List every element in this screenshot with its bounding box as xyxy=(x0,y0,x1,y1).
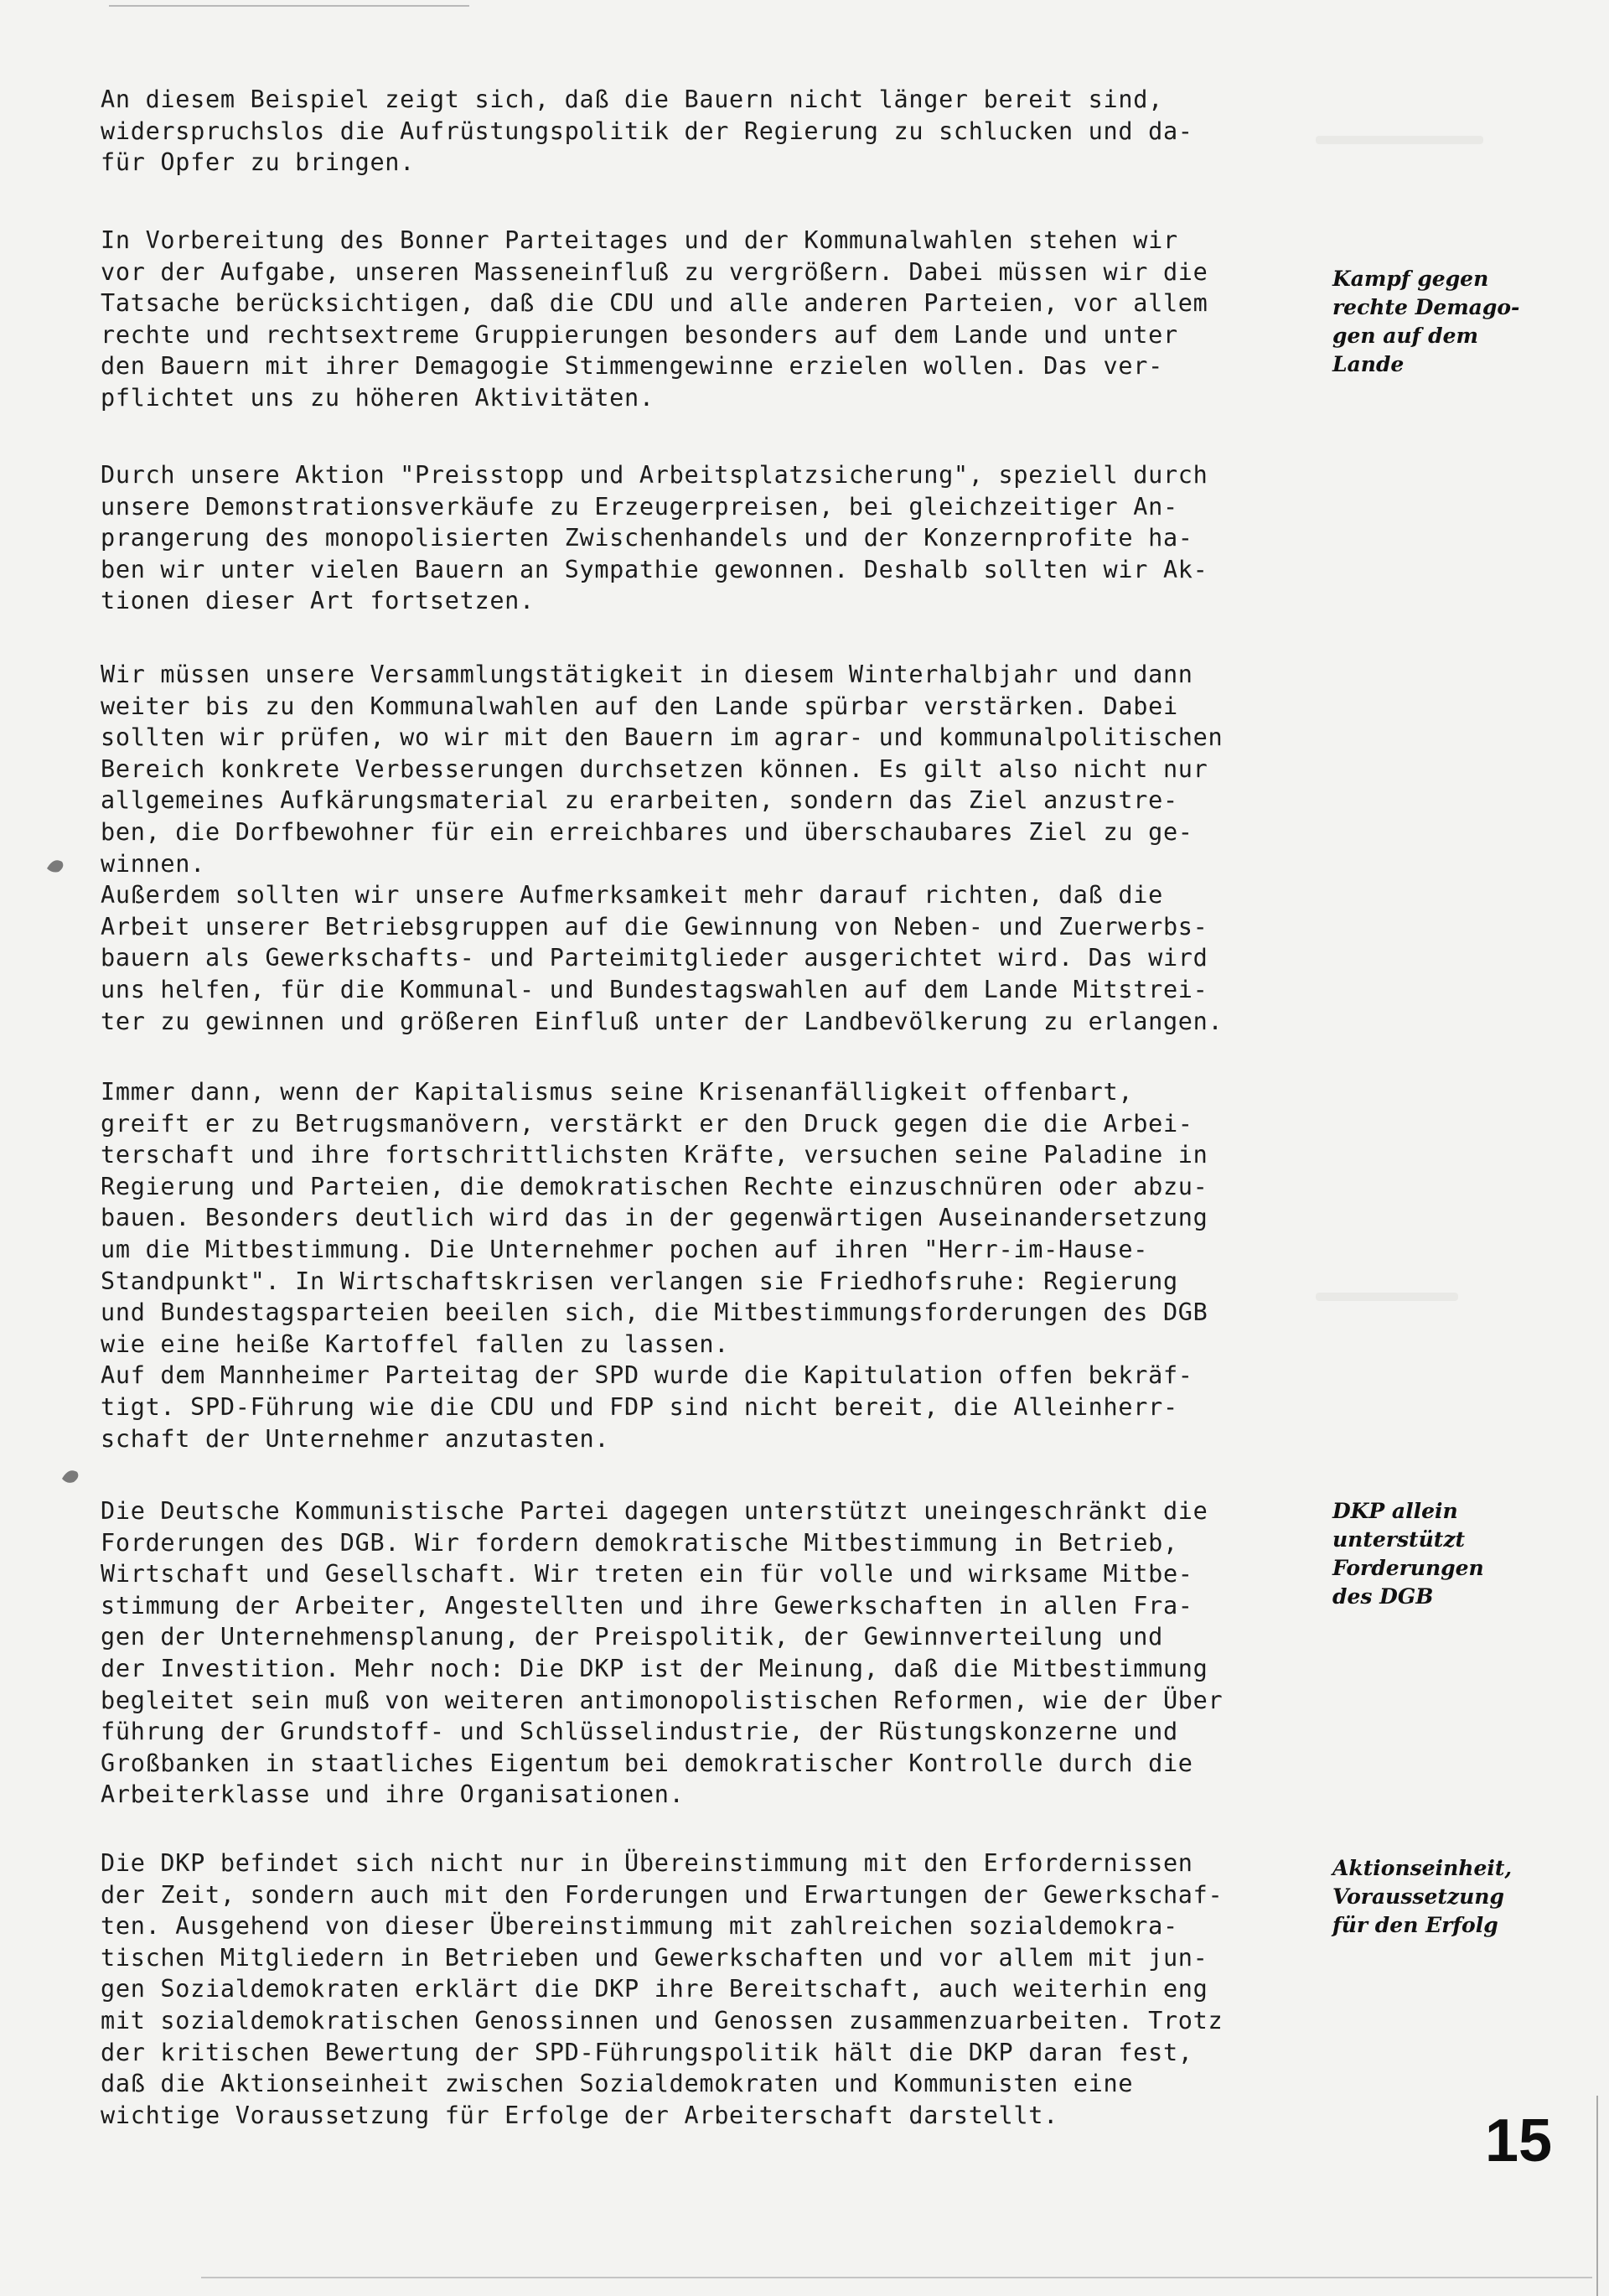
paragraph-2: In Vorbereitung des Bonner Parteitages und der Kommunalwahlen stehen wir vor der Aufgabe, unseren Masseneinfluß zu vergrößern. Dabei müssen wir die Tatsache berücksichtigen, daß die CDU und alle anderen Parteien, vor allem rechte und rechtsextreme Gruppierungen besonders auf dem Lande und unter den Bauern mit ihrer Demagogie Stimmengewinne erzielen wollen. Das ver- pflichtet uns zu höheren Aktivitäten. xyxy=(101,226,1208,412)
bleed-through-mark xyxy=(1316,136,1483,144)
punch-hole-mark xyxy=(59,1462,84,1487)
paragraph-3: Durch unsere Aktion "Preisstopp und Arbeitsplatzsicherung", speziell durch unsere Demonstrationsverkäufe zu Erzeugerpreisen, bei gleichzeitiger An- prangerung des monopolisierten Zwischenhandels und der Konzernprofite ha- ben wir unter vielen Bauern an Sympathie gewonnen. Deshalb sollten wir Ak- tionen dieser Art fortsetzen. xyxy=(101,461,1208,615)
punch-hole-mark xyxy=(44,850,69,875)
page-edge-bottom xyxy=(201,2277,1592,2278)
paragraph-6: Die Deutsche Kommunistische Partei dagegen unterstützt uneingeschränkt die Forderungen des DGB. Wir fordern demokratische Mitbestimmung in Betrieb, Wirtschaft und Gesellschaft. Wir treten ein für volle und wirksame Mitbe- stimmung der Arbeiter, Angestellten und ihre Gewerkschaften in allen Fra- gen der Unternehmensplanung, der Preispolitik, der Gewinnverteilung und der Investition. Mehr noch: Die DKP ist der Meinung, daß die Mitbestimmung begleitet sein muß von weiteren antimonopolistischen Reformen, wie der Über führung der Grundstoff- und Schlüsselindustrie, der Rüstungskonzerne und Großbanken in staatliches Eigentum bei demokratischer Kontrolle durch die Arbeiterklasse und ihre Organisationen. xyxy=(101,1497,1224,1809)
page-edge-right xyxy=(1596,2096,1598,2296)
paragraph-4: Wir müssen unsere Versammlungstätigkeit in diesem Winterhalbjahr und dann weiter bis zu den Kommunalwahlen auf den Lande spürbar verstärken. Dabei sollten wir prüfen, wo wir mit den Bauern im agrar- und kommunalpolitischen Bereich konkrete Verbesserungen durchsetzen können. Es gilt also nicht nur allgemeines Aufkärungsmaterial zu erarbeiten, sondern das Ziel anzustre- ben, die Dorfbewohner für ein erreichbares und überschaubares Ziel zu ge- winnen. Außerdem sollten wir unsere Aufmerksamkeit mehr darauf richten, daß die Arbeit unserer Betriebsgruppen auf die Gewinnung von Neben- und Zuerwerbs- bauern als Gewerkschafts- und Parteimitglieder ausgerichtet wird. Das wird uns helfen, für die Kommunal- und Bundestagswahlen auf dem Lande Mitstrei- ter zu gewinnen und größeren Einfluß unter der Landbevölkerung zu erlangen. xyxy=(101,661,1224,1035)
paragraph-5: Immer dann, wenn der Kapitalismus seine Krisenanfälligkeit offenbart, greift er zu Betrugsmanövern, verstärkt er den Druck gegen die die Arbei- terschaft und ihre fortschrittlichsten Kräfte, versuchen seine Paladine in Regierung und Parteien, die demokratischen Rechte einzuschnüren oder abzu- bauen. Besonders deutlich wird das in der gegenwärtigen Auseinandersetzung um die Mitbestimmung. Die Unternehmer pochen auf ihren "Herr-im-Hause- Standpunkt". In Wirtschaftskrisen verlangen sie Friedhofsruhe: Regierung und Bundestagsparteien beeilen sich, die Mitbestimmungsforderungen des DGB wie eine heiße Kartoffel fallen zu lassen. Auf dem Mannheimer Parteitag der SPD wurde die Kapitulation offen bekräf- tigt. SPD-Führung wie die CDU und FDP sind nicht bereit, die Alleinherr- schaft der Unternehmer anzutasten. xyxy=(101,1078,1208,1453)
page-number: 15 xyxy=(1485,2107,1553,2174)
margin-note-3: Aktionseinheit, Voraussetzung für den Erfolg xyxy=(1332,1856,1513,1937)
margin-note-1: Kampf gegen rechte Demago- gen auf dem Lande xyxy=(1332,267,1520,376)
margin-note-2: DKP allein unterstützt Forderungen des DGB xyxy=(1332,1499,1484,1609)
paragraph-1: An diesem Beispiel zeigt sich, daß die Bauern nicht länger bereit sind, widerspruchslos die Aufrüstungspolitik der Regierung zu schlucken und da- für Opfer zu bringen. xyxy=(101,86,1193,177)
bleed-through-mark xyxy=(1316,1293,1458,1301)
top-rule xyxy=(109,5,469,7)
paragraph-7: Die DKP befindet sich nicht nur in Übereinstimmung mit den Erfordernissen der Zeit, sondern auch mit den Forderungen und Erwartungen der Gewerkschaf- ten. Ausgehend von dieser Übereinstimmung mit zahlreichen sozialdemokra- tischen Mitgliedern in Betrieben und Gewerkschaften und vor allem mit jun- gen Sozialdemokraten erklärt die DKP ihre Bereitschaft, auch weiterhin eng mit sozialdemokratischen Genossinnen und Genossen zusammenzuarbeiten. Trotz der kritischen Bewertung der SPD-Führungspolitik hält die DKP daran fest, daß die Aktionseinheit zwischen Sozialdemokraten und Kommunisten eine wichtige Voraussetzung für Erfolge der Arbeiterschaft darstellt. xyxy=(101,1849,1224,2129)
